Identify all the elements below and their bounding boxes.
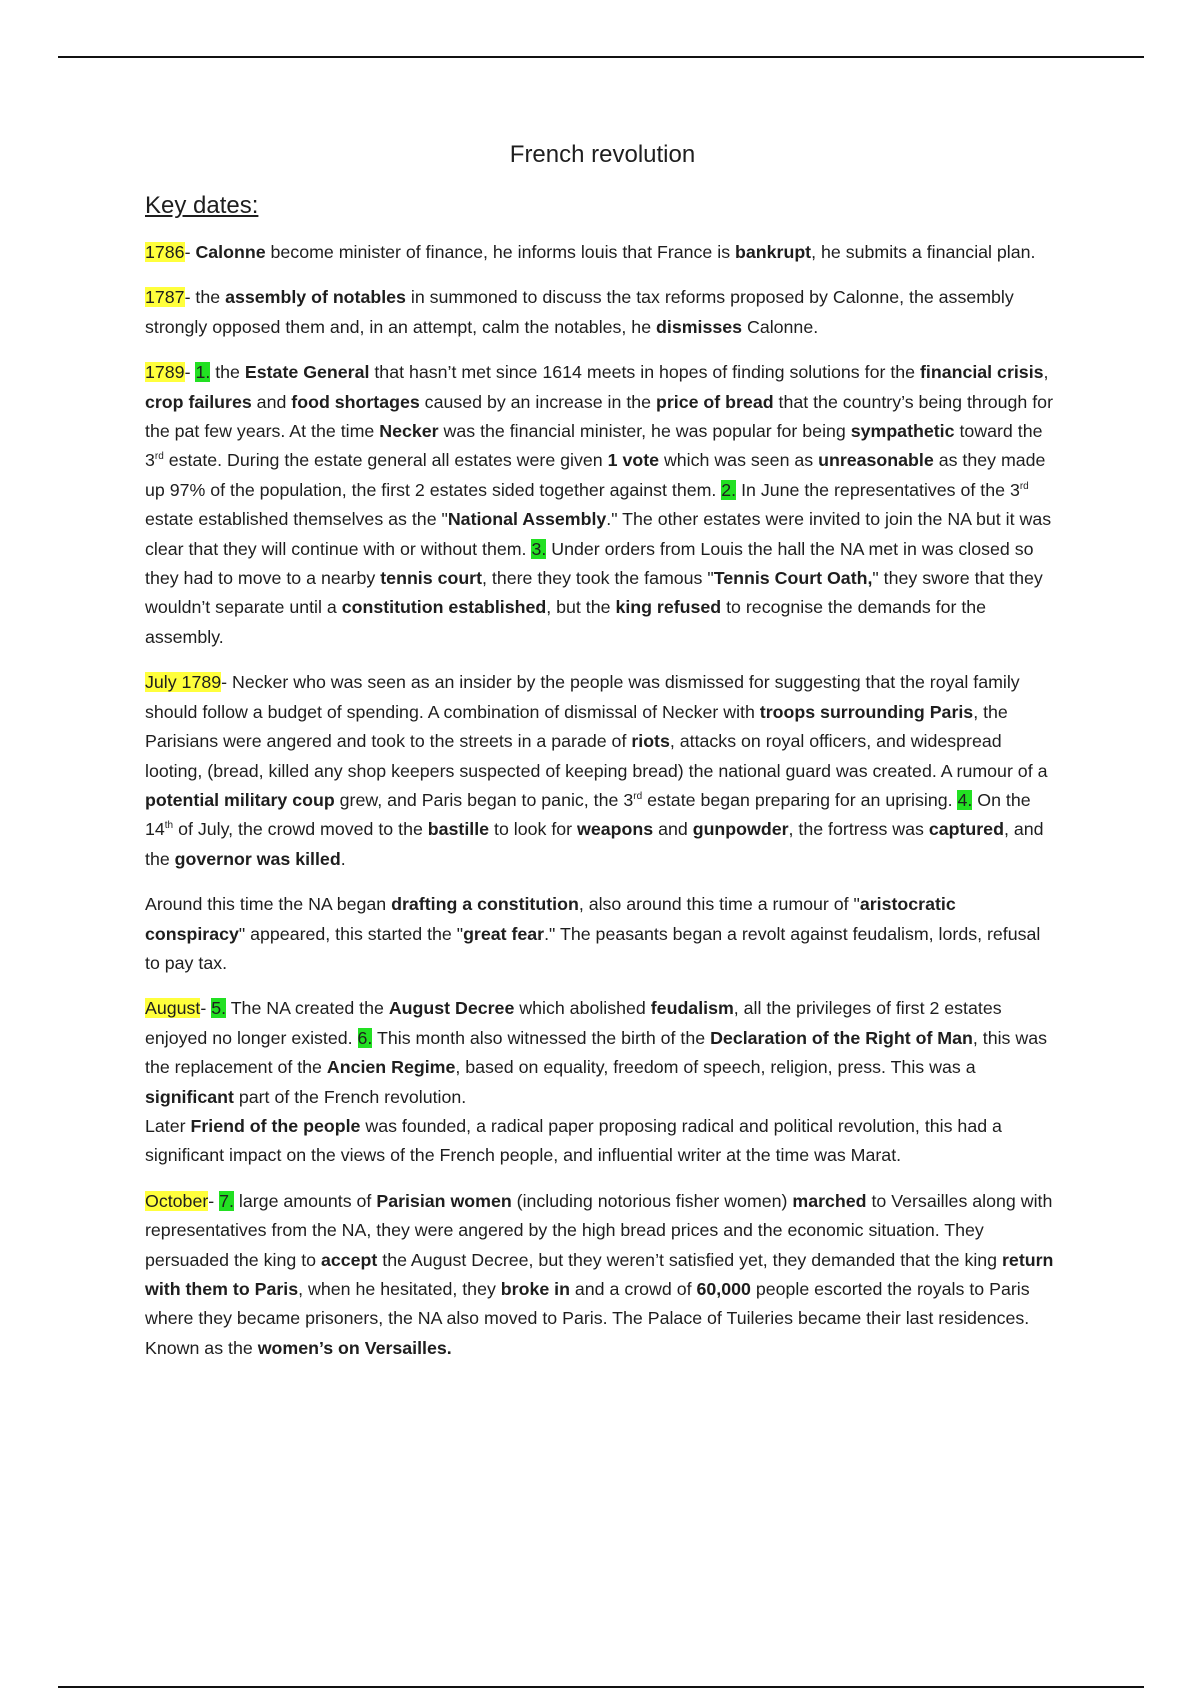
bold-text: Tennis Court Oath, <box>713 568 873 589</box>
text-run: ." The other estates were invited to join the NA but it was clear that they will continue with or without them. <box>145 509 1052 559</box>
text-run: Later <box>145 1115 191 1136</box>
header-rule <box>58 56 1144 58</box>
bold-text: drafting a constitution <box>391 894 579 915</box>
bold-text: National Assembly <box>447 509 607 530</box>
bold-text: Declaration of the Right of Man <box>710 1027 973 1048</box>
bold-text: gunpowder <box>692 819 789 840</box>
text-run: and <box>251 391 292 412</box>
footer-rule <box>58 1686 1144 1688</box>
bold-text: bastille <box>427 819 490 840</box>
bold-text: feudalism <box>650 998 734 1019</box>
text-run: , when he hesitated, they <box>298 1279 501 1299</box>
text-run: the August Decree, but they weren’t satisfied yet, they demanded that the king <box>377 1249 1003 1270</box>
highlighted-text: 4. <box>957 789 973 810</box>
text-run: Under orders from Louis the hall the NA met in was closed so they had to move to a nearby <box>145 538 1034 589</box>
text-run: to look for <box>489 819 578 840</box>
text-run: as they made up 97% of the population, the first 2 estates sided together against them. <box>145 450 1046 500</box>
highlighted-text: July 1789 <box>145 672 222 693</box>
highlighted-text: 5. <box>211 998 227 1019</box>
text-run: Around this time the NA began <box>145 894 392 915</box>
bold-text: broke in <box>500 1279 570 1299</box>
text-run: - the <box>184 287 226 308</box>
text-run: , attacks on royal officers, and widespread looting, (bread, killed any shop keepers suspected of keeping bread) the national guard was created. A rumour of a <box>145 731 1048 781</box>
bold-text: dismisses <box>656 316 743 337</box>
highlighted-text: 6. <box>357 1027 373 1048</box>
bold-text: return with them to Paris <box>145 1249 1054 1299</box>
paragraph-1786 <box>145 238 1060 267</box>
text-run: , there they took the famous " <box>482 568 714 589</box>
text-run: - <box>200 998 212 1019</box>
text-run: - <box>184 362 196 383</box>
highlighted-text: 1789 <box>145 362 185 383</box>
bold-text: Parisian women <box>376 1190 512 1211</box>
text-run: - <box>184 242 196 262</box>
text-run: , he submits a financial plan. <box>811 242 1036 262</box>
bold-text: bankrupt <box>735 242 812 262</box>
text-run: th <box>164 820 174 832</box>
highlighted-text: August <box>145 998 201 1019</box>
bold-text: governor was killed <box>174 848 341 869</box>
text-run: , the fortress was <box>788 819 929 840</box>
text-run: in summoned to discuss the tax reforms proposed by Calonne, the assembly strongly opposed them and, in an attempt, calm the notables, he <box>145 287 1014 337</box>
paragraph-october <box>145 1187 1060 1363</box>
bold-text: constitution established <box>341 597 547 618</box>
highlighted-text: 2. <box>721 479 737 500</box>
bold-text: unreasonable <box>818 450 934 471</box>
bold-text: aristocratic conspiracy <box>145 894 956 944</box>
bold-text: Estate General <box>244 362 370 383</box>
bold-text: Friend of the people <box>190 1115 361 1136</box>
document-title: French revolution <box>509 141 696 168</box>
bold-text: weapons <box>577 819 654 840</box>
text-run: people escorted the royals to Paris where they became prisoners, the NA also moved to Paris. The Palace of Tuileries became their last residences. Known as the <box>145 1279 1030 1358</box>
text-run: In June the representatives of the 3 <box>736 479 1020 500</box>
text-run: caused by an increase in the <box>419 391 656 412</box>
text-run: , but the <box>546 597 616 618</box>
text-run: was the financial minister, he was popular for being <box>438 421 851 442</box>
text-run: This month also witnessed the birth of the <box>372 1027 711 1048</box>
highlighted-text: 1787 <box>145 287 185 308</box>
text-run: , and the <box>145 819 1044 869</box>
highlighted-text: 1. <box>195 362 211 383</box>
bold-text: Necker <box>379 421 439 442</box>
text-run: , the Parisians were angered and took to the streets in a parade of <box>145 701 1008 752</box>
text-run: to recognise the demands for the assembly. <box>145 597 987 647</box>
highlighted-text: 3. <box>531 538 547 559</box>
bold-text: Ancien Regime <box>326 1057 456 1078</box>
text-run: and <box>653 819 693 840</box>
bold-text: captured <box>928 819 1004 840</box>
bold-text: tennis court <box>380 568 483 589</box>
paragraph-1789 <box>145 358 1060 652</box>
text-run: , based on equality, freedom of speech, religion, press. This was a <box>455 1057 976 1078</box>
highlighted-text: 7. <box>219 1190 234 1211</box>
bold-text: crop failures <box>145 391 252 412</box>
text-run: estate established themselves as the " <box>145 509 448 530</box>
text-run: to Versailles along with representatives from the NA, they were angered by the high bread prices and the economic situation. They persuaded the king to <box>145 1190 1053 1270</box>
bold-text: price of bread <box>655 391 774 412</box>
bold-text: king refused <box>615 597 722 618</box>
paragraph-friend-of-the-people <box>145 1112 1060 1171</box>
text-run: rd <box>154 451 164 463</box>
bold-text: women’s on Versailles. <box>257 1337 452 1358</box>
bold-text: financial crisis <box>919 362 1044 383</box>
text-run: , <box>1043 362 1049 383</box>
bold-text: potential military coup <box>145 789 335 810</box>
bold-text: 1 vote <box>607 450 659 471</box>
bold-text: significant <box>145 1086 234 1107</box>
text-run: and a crowd of <box>569 1279 697 1299</box>
text-run: (including notorious fisher women) <box>511 1190 793 1211</box>
text-run: large amounts of <box>233 1190 377 1211</box>
bold-text: marched <box>792 1190 867 1211</box>
text-run: part of the French revolution. <box>233 1086 467 1107</box>
text-run: which abolished <box>514 998 651 1019</box>
highlighted-text: 1786 <box>145 242 185 262</box>
text-run: was founded, a radical paper proposing radical and political revolution, this had a significant impact on the views of the French people, and influential writer at the time was Marat. <box>145 1115 1002 1166</box>
text-run: the <box>210 362 245 383</box>
text-run: estate began preparing for an uprising. <box>642 789 958 810</box>
text-run: Calonne. <box>742 316 819 337</box>
paragraph-august <box>145 994 1060 1112</box>
text-run: which was seen as <box>659 450 819 471</box>
bold-text: troops surrounding Paris <box>759 701 974 722</box>
text-run: that hasn’t met since 1614 meets in hopes of finding solutions for the <box>369 362 920 383</box>
text-run: that the country’s being through for the pat few years. At the time <box>145 391 1053 442</box>
text-run: become minister of finance, he informs louis that France is <box>265 242 736 262</box>
text-run: rd <box>1019 480 1029 492</box>
text-run: rd <box>633 790 643 802</box>
text-run: On the 14 <box>145 789 1031 840</box>
document-body <box>145 140 1060 1379</box>
text-run: toward the 3 <box>145 421 1043 471</box>
bold-text: sympathetic <box>850 421 955 442</box>
key-dates-heading: Key dates: <box>145 192 259 219</box>
text-run: estate. During the estate general all estates were given <box>163 450 608 471</box>
text-run: ." The peasants began a revolt against feudalism, lords, refusal to pay tax. <box>145 923 1041 973</box>
bold-text: 60,000 <box>696 1279 751 1299</box>
text-run: The NA created the <box>226 998 389 1019</box>
text-run: . <box>340 848 346 869</box>
bold-text: August Decree <box>388 998 515 1019</box>
text-run: " they swore that they wouldn’t separate until a <box>145 568 1043 618</box>
paragraph-1787 <box>145 283 1060 342</box>
bold-text: Calonne <box>195 242 266 262</box>
bold-text: accept <box>320 1249 378 1270</box>
text-run: - Necker who was seen as an insider by the people was dismissed for suggesting that the royal family should follow a budget of spending. A combination of dismissal of Necker with <box>145 672 1020 722</box>
text-run: - <box>208 1190 220 1211</box>
text-run: grew, and Paris began to panic, the 3 <box>334 789 634 810</box>
text-run: , also around this time a rumour of " <box>578 894 860 915</box>
text-run: " appeared, this started the " <box>238 923 464 944</box>
text-run: , this was the replacement of the <box>145 1027 1047 1078</box>
bold-text: riots <box>631 731 670 752</box>
highlighted-text: October <box>145 1190 209 1211</box>
text-run: , all the privileges of first 2 estates enjoyed no longer existed. <box>145 998 1002 1048</box>
bold-text: assembly of notables <box>225 287 406 308</box>
text-run: of July, the crowd moved to the <box>173 819 428 840</box>
bold-text: food shortages <box>291 391 420 412</box>
bold-text: great fear <box>463 923 545 944</box>
paragraph-july-1789 <box>145 668 1060 874</box>
paragraph-around-this-time <box>145 890 1060 978</box>
